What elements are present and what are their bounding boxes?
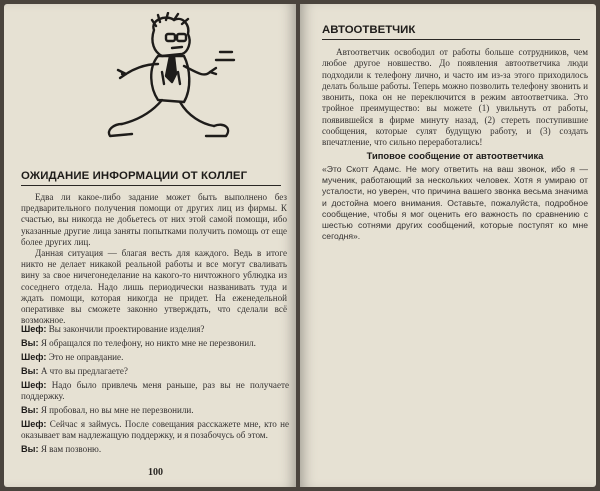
- dialog-line: [21, 324, 289, 335]
- right-page: [300, 4, 596, 487]
- paragraph: Автоответчик освободил от работы больше сотрудников, чем любое другое новшество. До появления автоответчика люди подходили к телефону лично, и часто им из-за этого приходилось делать больше работы. Теперь можно позволить телефону звонить и звонить, пока он не переключится в режим автоответчика. Это тройное преимущество: вы можете (1) увильнуть от работы, появившейся в фирме минуту назад, (2) стереть поступившие сообщения, которые сулят будущую работу, и (3) создать впечатление, что сильно переработались!: [322, 47, 588, 148]
- dialog-line: [21, 338, 289, 349]
- dialog-text: Сейчас я займусь. После совещания расскажете мне, кто не оказывает вам надлежащую поддержку, и я позабочусь об этом.: [21, 418, 289, 440]
- speaker-label: Вы:: [21, 365, 39, 376]
- speaker-label: Шеф:: [21, 418, 47, 429]
- dialog-line: [21, 405, 289, 416]
- dialog-line: [21, 444, 289, 455]
- dialog-text: Надо было привлечь меня раньше, раз вы не получаете поддержку.: [21, 379, 289, 401]
- dialog-line: [21, 419, 289, 442]
- right-body-text: [322, 47, 588, 149]
- dialog-text: Я обращался по телефону, но никто мне не перезвонил.: [40, 337, 256, 348]
- quote-text: «Это Скотт Адамс. Не могу ответить на ваш звонок, ибо я — мученик, работающий за нескольких человек. Хотя я умираю от усталости, но уверен, что причина вашего звонка весьма значима и достойна моего внимания. Оставьте, пожалуйста, подробное сообщение, чтобы я мог оценить его важность по сравнению с шестью сотнями других сообщений, которые поступят ко мне сегодня».: [322, 164, 588, 242]
- answering-machine-quote: [322, 164, 588, 242]
- dialog-text: Я пробовал, но вы мне не перезвонили.: [40, 404, 194, 415]
- subheading: Типовое сообщение от автоответчика: [366, 150, 544, 161]
- dialog-text: Вы закончили проектирование изделия?: [48, 324, 205, 334]
- paragraph: Едва ли какое-либо задание может быть выполнено без предварительного получения помощи от других лиц из фирмы. К счастью, вы никогда не добьетесь от них этой самой помощи, ибо указанные другие лица заняты попытками получить помощь от еще более других лиц.: [21, 192, 287, 247]
- dialog-text: Это не оправдание.: [48, 351, 124, 362]
- dialog-line: [21, 366, 289, 377]
- left-body-text: [21, 192, 287, 326]
- running-man-illustration: [92, 12, 242, 152]
- speaker-label: Вы:: [21, 337, 39, 348]
- speaker-label: Вы:: [21, 404, 39, 415]
- paragraph: Данная ситуация — благая весть для каждого. Ведь в итоге никто не делает никакой реальной работы и все могут сваливать вину за свое ничегонеделание на какого-то ничтожного ублюдка из соседнего отдела. Надо лишь периодически названивать туда и ждать помощи, которая никогда не придет. На еженедельной оперативке вы сможете законно утверждать, что сделали всё возможное.: [21, 248, 287, 326]
- left-page: [4, 4, 296, 487]
- speaker-label: Вы:: [21, 443, 39, 454]
- section-heading: АВТООТВЕТЧИК: [322, 24, 580, 40]
- speaker-label: Шеф:: [21, 379, 47, 390]
- speaker-label: Шеф:: [21, 324, 47, 334]
- dialog-text: Я вам позвоню.: [40, 443, 102, 454]
- page-number: 100: [148, 467, 163, 478]
- speaker-label: Шеф:: [21, 351, 47, 362]
- section-heading: ОЖИДАНИЕ ИНФОРМАЦИИ ОТ КОЛЛЕГ: [21, 170, 281, 186]
- dialog-line: [21, 352, 289, 363]
- dialog-block: [21, 324, 289, 458]
- dialog-text: А что вы предлагаете?: [40, 365, 128, 376]
- dialog-line: [21, 380, 289, 403]
